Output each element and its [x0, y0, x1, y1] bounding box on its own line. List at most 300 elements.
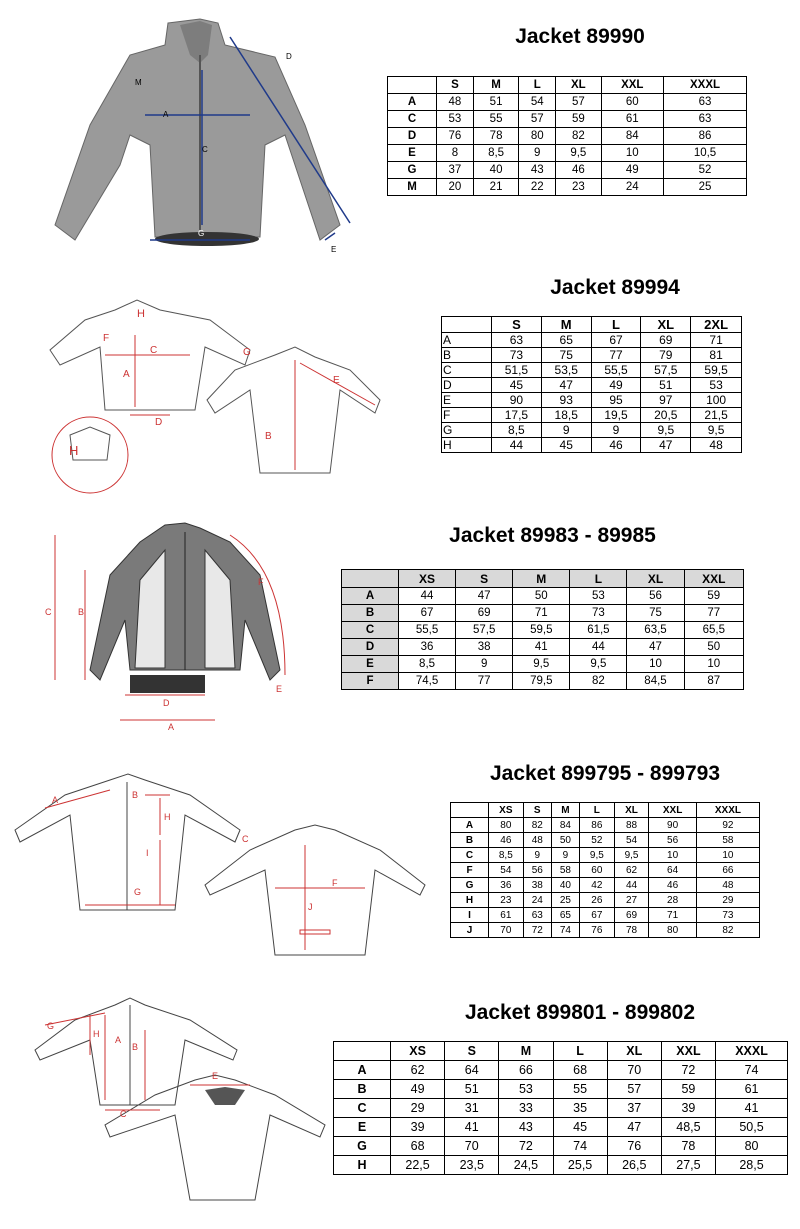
- table-row: [451, 893, 760, 908]
- table-row: [342, 673, 744, 690]
- size-table: [450, 802, 760, 938]
- table-cell: 24: [523, 893, 551, 908]
- table-row: [388, 145, 747, 162]
- row-label: J: [451, 923, 489, 938]
- diagram-label: F: [258, 577, 264, 587]
- table-row: [442, 363, 742, 378]
- table-cell: 75: [627, 605, 684, 622]
- size-table: [333, 1041, 788, 1175]
- row-label: F: [451, 863, 489, 878]
- diagram-label: H: [93, 1029, 100, 1039]
- table-cell: 72: [499, 1137, 553, 1156]
- jacket-89994-diagram: [45, 295, 390, 500]
- table-cell: 8,5: [473, 145, 518, 162]
- size-header: XS: [391, 1042, 445, 1061]
- table-row: [388, 128, 747, 145]
- table-cell: 10: [627, 656, 684, 673]
- size-header: XL: [607, 1042, 661, 1061]
- table-cell: 50: [684, 639, 743, 656]
- table-cell: 26,5: [607, 1156, 661, 1175]
- table-cell: 37: [437, 162, 474, 179]
- table-cell: 62: [391, 1061, 445, 1080]
- row-label: D: [442, 378, 492, 393]
- table-cell: 63: [664, 111, 747, 128]
- table-cell: 9,5: [513, 656, 570, 673]
- table-cell: 60: [601, 94, 663, 111]
- table-cell: 57,5: [456, 622, 513, 639]
- table-cell: 77: [456, 673, 513, 690]
- table-cell: 55,5: [399, 622, 456, 639]
- table-header-row: [388, 77, 747, 94]
- table-row: [342, 605, 744, 622]
- table-cell: 55,5: [591, 363, 641, 378]
- table-cell: 46: [649, 878, 697, 893]
- table-cell: 69: [641, 333, 691, 348]
- table-cell: 55: [473, 111, 518, 128]
- row-label: A: [342, 588, 399, 605]
- section-title: Jacket 89983 - 89985: [449, 524, 656, 547]
- table-cell: 27: [614, 893, 649, 908]
- diagram-label: B: [78, 607, 85, 617]
- table-row: [334, 1080, 788, 1099]
- table-cell: 46: [489, 833, 524, 848]
- table-cell: 73: [492, 348, 542, 363]
- diagram-label: C: [120, 1109, 127, 1119]
- table-cell: 56: [649, 833, 697, 848]
- diagram-label: A: [168, 722, 175, 732]
- diagram-label: E: [331, 245, 337, 254]
- table-cell: 44: [492, 438, 542, 453]
- size-header: L: [570, 570, 627, 588]
- table-cell: 9,5: [570, 656, 627, 673]
- section-title: Jacket 89994: [550, 276, 680, 299]
- table-cell: 77: [591, 348, 641, 363]
- table-cell: 64: [649, 863, 697, 878]
- table-cell: 47: [541, 378, 591, 393]
- table-row: [334, 1099, 788, 1118]
- table-cell: 79,5: [513, 673, 570, 690]
- table-cell: 21: [473, 179, 518, 196]
- table-cell: 61: [716, 1080, 788, 1099]
- table-row: [451, 878, 760, 893]
- table-cell: 39: [661, 1099, 715, 1118]
- table-cell: 78: [661, 1137, 715, 1156]
- table-cell: 36: [399, 639, 456, 656]
- row-label: A: [451, 818, 489, 833]
- table-cell: 63,5: [627, 622, 684, 639]
- diagram-label: E: [333, 375, 340, 386]
- row-label: C: [334, 1099, 391, 1118]
- size-header: S: [456, 570, 513, 588]
- table-cell: 68: [553, 1061, 607, 1080]
- table-cell: 78: [614, 923, 649, 938]
- table-cell: 57: [556, 94, 601, 111]
- table-cell: 9,5: [580, 848, 615, 863]
- diagram-label: A: [123, 369, 130, 380]
- table-cell: 23,5: [445, 1156, 499, 1175]
- corner-cell: [342, 570, 399, 588]
- table-cell: 70: [607, 1061, 661, 1080]
- table-cell: 10: [649, 848, 697, 863]
- size-header: XL: [641, 317, 691, 333]
- table-cell: 61: [489, 908, 524, 923]
- size-header: XXL: [684, 570, 743, 588]
- table-cell: 24,5: [499, 1156, 553, 1175]
- row-label: F: [442, 408, 492, 423]
- row-label: H: [334, 1156, 391, 1175]
- table-cell: 71: [649, 908, 697, 923]
- table-cell: 80: [489, 818, 524, 833]
- table-cell: 67: [580, 908, 615, 923]
- table-cell: 93: [541, 393, 591, 408]
- table-cell: 9,5: [691, 423, 742, 438]
- table-cell: 67: [399, 605, 456, 622]
- table-cell: 62: [614, 863, 649, 878]
- table-cell: 20: [437, 179, 474, 196]
- table-cell: 21,5: [691, 408, 742, 423]
- section-title: Jacket 899801 - 899802: [464, 1001, 696, 1024]
- table-cell: 70: [489, 923, 524, 938]
- table-cell: 74,5: [399, 673, 456, 690]
- table-cell: 74: [716, 1061, 788, 1080]
- table-cell: 59,5: [513, 622, 570, 639]
- diagram-label: A: [115, 1035, 122, 1045]
- table-cell: 8,5: [399, 656, 456, 673]
- size-header: XL: [614, 803, 649, 818]
- size-header: XXL: [649, 803, 697, 818]
- table-cell: 41: [513, 639, 570, 656]
- table-cell: 45: [553, 1118, 607, 1137]
- table-row: [442, 348, 742, 363]
- size-header: M: [551, 803, 579, 818]
- row-label: E: [442, 393, 492, 408]
- corner-cell: [451, 803, 489, 818]
- table-cell: 61: [601, 111, 663, 128]
- table-cell: 25: [664, 179, 747, 196]
- table-cell: 18,5: [541, 408, 591, 423]
- size-header: XXL: [601, 77, 663, 94]
- table-cell: 37: [607, 1099, 661, 1118]
- table-cell: 26: [580, 893, 615, 908]
- size-header: S: [492, 317, 542, 333]
- table-cell: 84: [601, 128, 663, 145]
- table-cell: 38: [523, 878, 551, 893]
- size-header: XXXL: [716, 1042, 788, 1061]
- diagram-label: H: [164, 812, 171, 822]
- table-cell: 65,5: [684, 622, 743, 639]
- table-row: [451, 818, 760, 833]
- table-cell: 53: [437, 111, 474, 128]
- table-row: [342, 639, 744, 656]
- table-row: [388, 162, 747, 179]
- table-cell: 54: [614, 833, 649, 848]
- diagram-label: F: [332, 878, 338, 888]
- table-cell: 48: [696, 878, 759, 893]
- table-cell: 55: [553, 1080, 607, 1099]
- size-header: XXL: [661, 1042, 715, 1061]
- size-header: S: [523, 803, 551, 818]
- table-cell: 84: [551, 818, 579, 833]
- diagram-label: G: [47, 1021, 55, 1031]
- table-cell: 23: [489, 893, 524, 908]
- table-cell: 53,5: [541, 363, 591, 378]
- table-cell: 82: [556, 128, 601, 145]
- table-row: [342, 622, 744, 639]
- table-row: [442, 393, 742, 408]
- table-cell: 19,5: [591, 408, 641, 423]
- table-cell: 8,5: [492, 423, 542, 438]
- table-cell: 66: [696, 863, 759, 878]
- table-cell: 43: [519, 162, 556, 179]
- table-cell: 45: [541, 438, 591, 453]
- table-row: [334, 1118, 788, 1137]
- table-cell: 51,5: [492, 363, 542, 378]
- row-label: E: [342, 656, 399, 673]
- table-cell: 47: [641, 438, 691, 453]
- size-header: XS: [489, 803, 524, 818]
- size-header: XXXL: [664, 77, 747, 94]
- table-row: [451, 923, 760, 938]
- table-cell: 10: [684, 656, 743, 673]
- table-cell: 86: [580, 818, 615, 833]
- table-row: [334, 1137, 788, 1156]
- table-cell: 50: [551, 833, 579, 848]
- table-cell: 75: [541, 348, 591, 363]
- table-row: [342, 656, 744, 673]
- diagram-label: D: [163, 698, 170, 708]
- table-cell: 69: [456, 605, 513, 622]
- table-cell: 9: [591, 423, 641, 438]
- table-cell: 80: [649, 923, 697, 938]
- size-header: XXXL: [696, 803, 759, 818]
- table-cell: 9,5: [641, 423, 691, 438]
- corner-cell: [334, 1042, 391, 1061]
- table-cell: 9: [523, 848, 551, 863]
- table-cell: 77: [684, 605, 743, 622]
- row-label: M: [388, 179, 437, 196]
- table-cell: 47: [607, 1118, 661, 1137]
- table-cell: 10,5: [664, 145, 747, 162]
- table-cell: 9,5: [556, 145, 601, 162]
- table-cell: 8: [437, 145, 474, 162]
- size-header: M: [541, 317, 591, 333]
- section-title: Jacket 899795 - 899793: [489, 762, 721, 785]
- row-label: C: [388, 111, 437, 128]
- table-row: [442, 438, 742, 453]
- row-label: B: [451, 833, 489, 848]
- jacket-89983-diagram: [40, 520, 300, 735]
- table-cell: 63: [492, 333, 542, 348]
- table-cell: 66: [499, 1061, 553, 1080]
- diagram-label: E: [276, 684, 283, 694]
- table-cell: 59: [661, 1080, 715, 1099]
- diagram-label: A: [52, 795, 59, 805]
- table-cell: 54: [489, 863, 524, 878]
- table-cell: 88: [614, 818, 649, 833]
- jacket-899801-diagram: [5, 995, 330, 1210]
- table-row: [442, 378, 742, 393]
- diagram-label: H: [137, 308, 145, 320]
- size-header: S: [445, 1042, 499, 1061]
- diagram-label: G: [243, 347, 251, 358]
- diagram-label: B: [265, 431, 272, 442]
- table-cell: 29: [391, 1099, 445, 1118]
- table-cell: 27,5: [661, 1156, 715, 1175]
- table-cell: 48: [523, 833, 551, 848]
- table-cell: 53: [570, 588, 627, 605]
- table-cell: 71: [691, 333, 742, 348]
- jacket-89990-diagram: [50, 15, 360, 260]
- table-cell: 51: [641, 378, 691, 393]
- table-cell: 35: [553, 1099, 607, 1118]
- row-label: H: [451, 893, 489, 908]
- table-cell: 90: [649, 818, 697, 833]
- section-title: Jacket 89990: [515, 25, 645, 48]
- table-cell: 41: [716, 1099, 788, 1118]
- table-cell: 87: [684, 673, 743, 690]
- table-cell: 46: [591, 438, 641, 453]
- table-cell: 65: [541, 333, 591, 348]
- table-cell: 9,5: [614, 848, 649, 863]
- row-label: B: [342, 605, 399, 622]
- table-cell: 51: [473, 94, 518, 111]
- row-label: I: [451, 908, 489, 923]
- size-header: M: [499, 1042, 553, 1061]
- size-header: S: [437, 77, 474, 94]
- table-cell: 84,5: [627, 673, 684, 690]
- table-cell: 57: [607, 1080, 661, 1099]
- table-cell: 53: [691, 378, 742, 393]
- table-cell: 69: [614, 908, 649, 923]
- diagram-label: G: [134, 887, 142, 897]
- diagram-label: D: [286, 52, 292, 61]
- table-cell: 76: [607, 1137, 661, 1156]
- table-cell: 100: [691, 393, 742, 408]
- table-cell: 48: [691, 438, 742, 453]
- row-label: H: [442, 438, 492, 453]
- table-cell: 80: [716, 1137, 788, 1156]
- table-cell: 81: [691, 348, 742, 363]
- table-cell: 38: [456, 639, 513, 656]
- table-row: [388, 111, 747, 128]
- table-cell: 95: [591, 393, 641, 408]
- table-cell: 73: [696, 908, 759, 923]
- size-header: L: [580, 803, 615, 818]
- table-cell: 58: [696, 833, 759, 848]
- table-row: [388, 179, 747, 196]
- table-cell: 76: [580, 923, 615, 938]
- jacket-899795-diagram: [10, 770, 440, 970]
- table-cell: 61,5: [570, 622, 627, 639]
- table-cell: 47: [456, 588, 513, 605]
- table-cell: 58: [551, 863, 579, 878]
- table-cell: 57: [519, 111, 556, 128]
- diagram-label: C: [45, 607, 52, 617]
- size-header: L: [591, 317, 641, 333]
- table-cell: 9: [519, 145, 556, 162]
- table-cell: 23: [556, 179, 601, 196]
- table-cell: 10: [696, 848, 759, 863]
- table-row: [442, 408, 742, 423]
- table-cell: 50,5: [716, 1118, 788, 1137]
- size-table: [387, 76, 747, 196]
- size-header: 2XL: [691, 317, 742, 333]
- table-cell: 49: [591, 378, 641, 393]
- table-cell: 43: [499, 1118, 553, 1137]
- table-cell: 63: [523, 908, 551, 923]
- table-cell: 56: [627, 588, 684, 605]
- diagram-label: B: [132, 790, 139, 800]
- table-cell: 24: [601, 179, 663, 196]
- row-label: D: [342, 639, 399, 656]
- diagram-label: E: [212, 1071, 219, 1081]
- table-row: [388, 94, 747, 111]
- diagram-label: G: [198, 229, 205, 238]
- diagram-label: M: [135, 78, 142, 87]
- table-cell: 52: [664, 162, 747, 179]
- table-cell: 25,5: [553, 1156, 607, 1175]
- table-cell: 28: [649, 893, 697, 908]
- diagram-label: D: [155, 417, 163, 428]
- row-label: E: [388, 145, 437, 162]
- table-cell: 74: [551, 923, 579, 938]
- table-cell: 9: [541, 423, 591, 438]
- table-cell: 64: [445, 1061, 499, 1080]
- table-cell: 22: [519, 179, 556, 196]
- table-cell: 47: [627, 639, 684, 656]
- table-cell: 71: [513, 605, 570, 622]
- table-cell: 40: [551, 878, 579, 893]
- table-cell: 39: [391, 1118, 445, 1137]
- row-label: D: [388, 128, 437, 145]
- table-header-row: [342, 570, 744, 588]
- table-cell: 44: [399, 588, 456, 605]
- row-label: B: [442, 348, 492, 363]
- size-header: M: [473, 77, 518, 94]
- diagram-label: I: [146, 848, 149, 858]
- table-cell: 40: [473, 162, 518, 179]
- row-label: B: [334, 1080, 391, 1099]
- size-header: XL: [556, 77, 601, 94]
- table-cell: 46: [556, 162, 601, 179]
- table-cell: 73: [570, 605, 627, 622]
- table-cell: 42: [580, 878, 615, 893]
- row-label: C: [451, 848, 489, 863]
- diagram-label: J: [308, 902, 313, 912]
- size-table: [341, 569, 744, 690]
- table-cell: 49: [601, 162, 663, 179]
- diagram-label: B: [132, 1042, 139, 1052]
- table-row: [451, 908, 760, 923]
- corner-cell: [442, 317, 492, 333]
- table-cell: 76: [437, 128, 474, 145]
- table-cell: 82: [696, 923, 759, 938]
- row-label: C: [442, 363, 492, 378]
- table-cell: 72: [661, 1061, 715, 1080]
- table-cell: 51: [445, 1080, 499, 1099]
- row-label: G: [388, 162, 437, 179]
- table-cell: 86: [664, 128, 747, 145]
- size-table: [441, 316, 742, 453]
- size-header: XS: [399, 570, 456, 588]
- table-row: [334, 1156, 788, 1175]
- table-cell: 59: [556, 111, 601, 128]
- table-cell: 36: [489, 878, 524, 893]
- diagram-label: A: [163, 110, 169, 119]
- row-label: G: [442, 423, 492, 438]
- table-header-row: [451, 803, 760, 818]
- table-cell: 9: [551, 848, 579, 863]
